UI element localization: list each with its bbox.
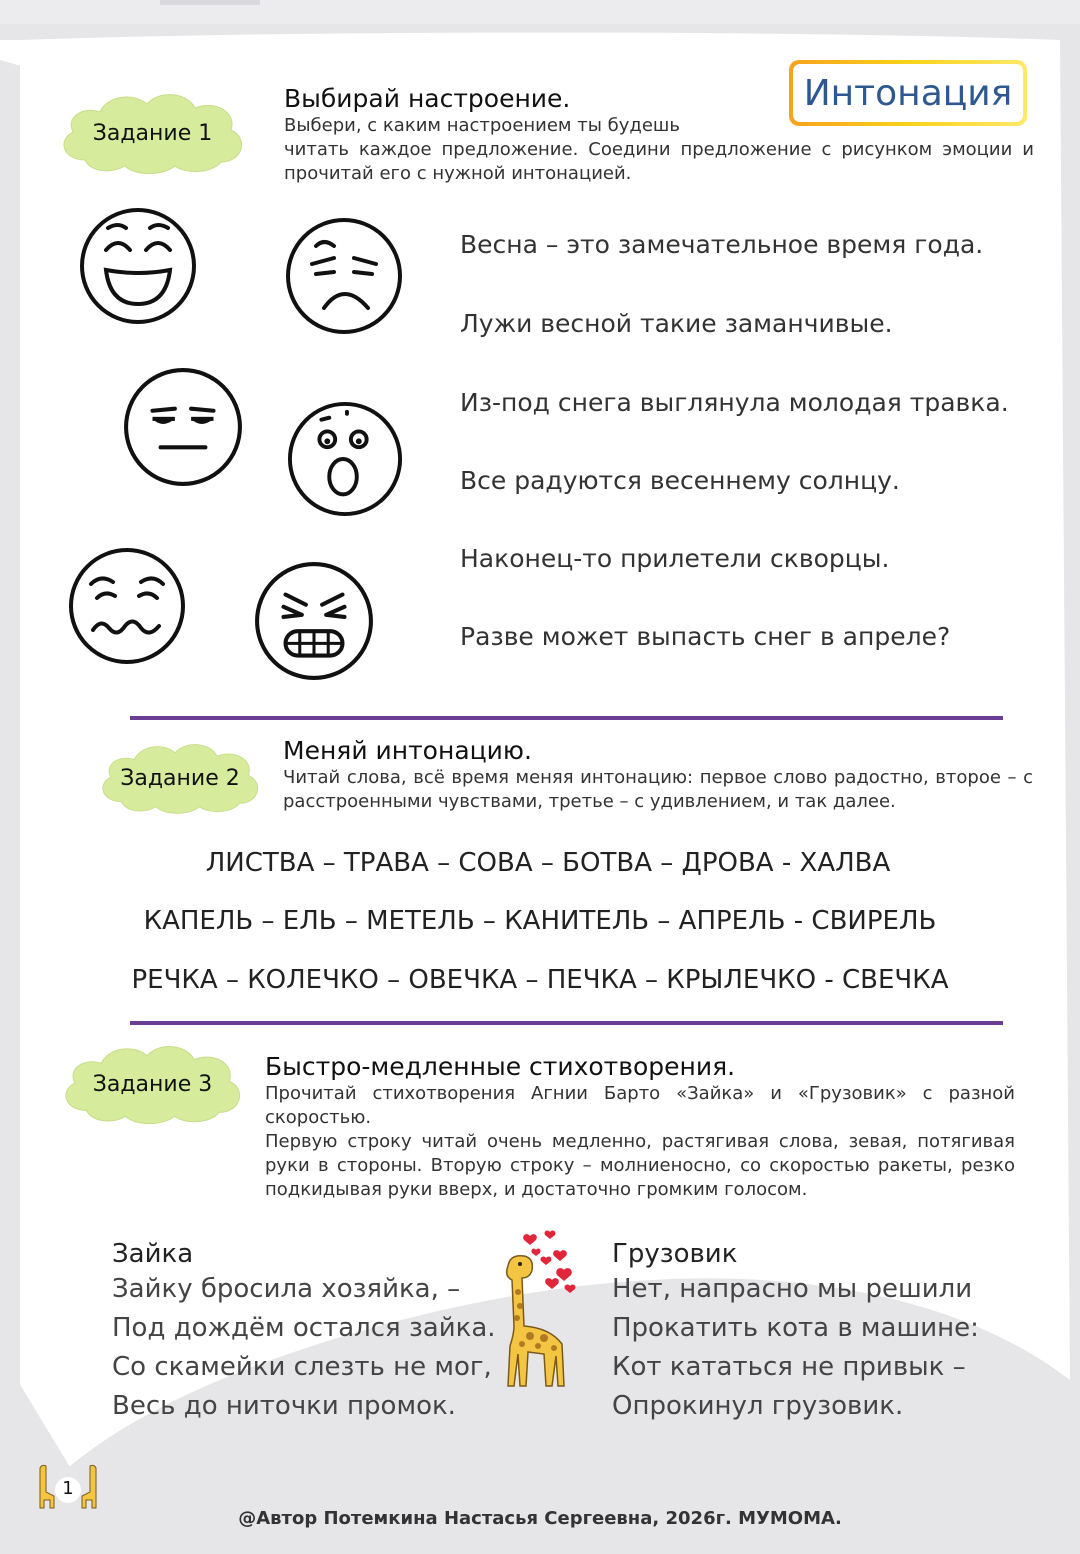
task3-desc-1: Прочитай стихотворения Агнии Барто «Зайка» и «Грузовик» с разной скоростью. bbox=[265, 1083, 1015, 1128]
task2-desc: Читай слова, всё время меняя интонацию: первое слово радостно, второе – с расстроенными чувствами, третье – с удивлением, и так далее. bbox=[283, 767, 1033, 812]
task1-label: Задание 1 bbox=[92, 120, 213, 146]
sentence-2: Лужи весной такие заманчивые. bbox=[460, 309, 893, 338]
sad-face-icon bbox=[284, 216, 404, 336]
page-number: 1 bbox=[62, 1478, 74, 1499]
sentence-4: Все радуются весеннему солнцу. bbox=[460, 466, 900, 495]
poem-gruzovik-line-4: Опрокинул грузовик. bbox=[612, 1391, 904, 1421]
task2-label: Задание 2 bbox=[120, 765, 240, 791]
word-row-1: ЛИСТВА – ТРАВА – СОВА – БОТВА – ДРОВА - ХАЛВА bbox=[205, 848, 891, 878]
poem-gruzovik-line-3: Кот кататься не привык – bbox=[612, 1352, 966, 1382]
task1-desc-line1: Выбери, с каким настроением ты будешь bbox=[284, 115, 680, 136]
poem-zaika-line-4: Весь до ниточки промок. bbox=[112, 1391, 456, 1421]
task3-desc-2: Первую строку читай очень медленно, растягивая слова, зевая, потягивая руки в стороны. Вторую строку – молниеносно, со скоростью ракеты, резко подкидывая руки вверх, и достаточно громким голосом. bbox=[265, 1131, 1015, 1200]
task3-header bbox=[265, 1052, 1015, 1202]
sentence-3: Из-под снега выглянула молодая травка. bbox=[460, 388, 1009, 417]
task3-label: Задание 3 bbox=[92, 1071, 213, 1097]
poem-zaika-line-2: Под дождём остался зайка. bbox=[112, 1313, 496, 1343]
sentence-6: Разве может выпасть снег в апреле? bbox=[460, 622, 951, 651]
poem-zaika-line-1: Зайку бросила хозяйка, – bbox=[112, 1274, 461, 1304]
poem-gruzovik-line-2: Прокатить кота в машине: bbox=[612, 1313, 979, 1343]
sentence-5: Наконец-то прилетели скворцы. bbox=[460, 544, 890, 573]
footer-credit: @Автор Потемкина Настасья Сергеевна, 2026г. МУМОМА. bbox=[238, 1508, 842, 1529]
poem-zaika bbox=[112, 1238, 496, 1426]
poem-gruzovik-title: Грузовик bbox=[612, 1239, 738, 1269]
separator-1 bbox=[130, 716, 1003, 720]
task2-label-wrap bbox=[95, 732, 265, 824]
task3-title: Быстро-медленные стихотворения. bbox=[265, 1052, 736, 1081]
task3-label-wrap bbox=[55, 1040, 250, 1128]
separator-2 bbox=[130, 1021, 1003, 1025]
poem-gruzovik bbox=[612, 1238, 979, 1426]
surprised-face-icon bbox=[286, 400, 404, 518]
laughing-face-icon bbox=[78, 206, 198, 326]
topic-badge-label: Интонация bbox=[793, 64, 1023, 122]
task1-desc: читать каждое предложение. Соедини предложение с рисунком эмоции и прочитай его с нужной интонацией. bbox=[284, 139, 1034, 184]
word-row-3: РЕЧКА – КОЛЕЧКО – ОВЕЧКА – ПЕЧКА – КРЫЛЕЧКО - СВЕЧКА bbox=[131, 965, 949, 995]
bored-face-icon bbox=[122, 366, 244, 488]
angry-face-icon bbox=[253, 560, 375, 682]
task2-title: Меняй интонацию. bbox=[283, 736, 532, 765]
task1-header bbox=[284, 84, 1034, 186]
word-row-2: КАПЕЛЬ – ЕЛЬ – МЕТЕЛЬ – КАНИТЕЛЬ – АПРЕЛЬ - СВИРЕЛЬ bbox=[143, 906, 937, 936]
sentence-1: Весна – это замечательное время года. bbox=[460, 230, 984, 259]
poem-zaika-title: Зайка bbox=[112, 1239, 194, 1269]
task2-header bbox=[283, 736, 1033, 814]
worried-face-icon bbox=[67, 546, 187, 666]
task1-label-wrap bbox=[55, 88, 250, 178]
poem-zaika-line-3: Со скамейки слезть не мог, bbox=[112, 1352, 492, 1382]
poem-gruzovik-line-1: Нет, напрасно мы решили bbox=[612, 1274, 973, 1304]
giraffe-hearts-icon bbox=[490, 1226, 585, 1394]
task1-title: Выбирай настроение. bbox=[284, 84, 571, 113]
